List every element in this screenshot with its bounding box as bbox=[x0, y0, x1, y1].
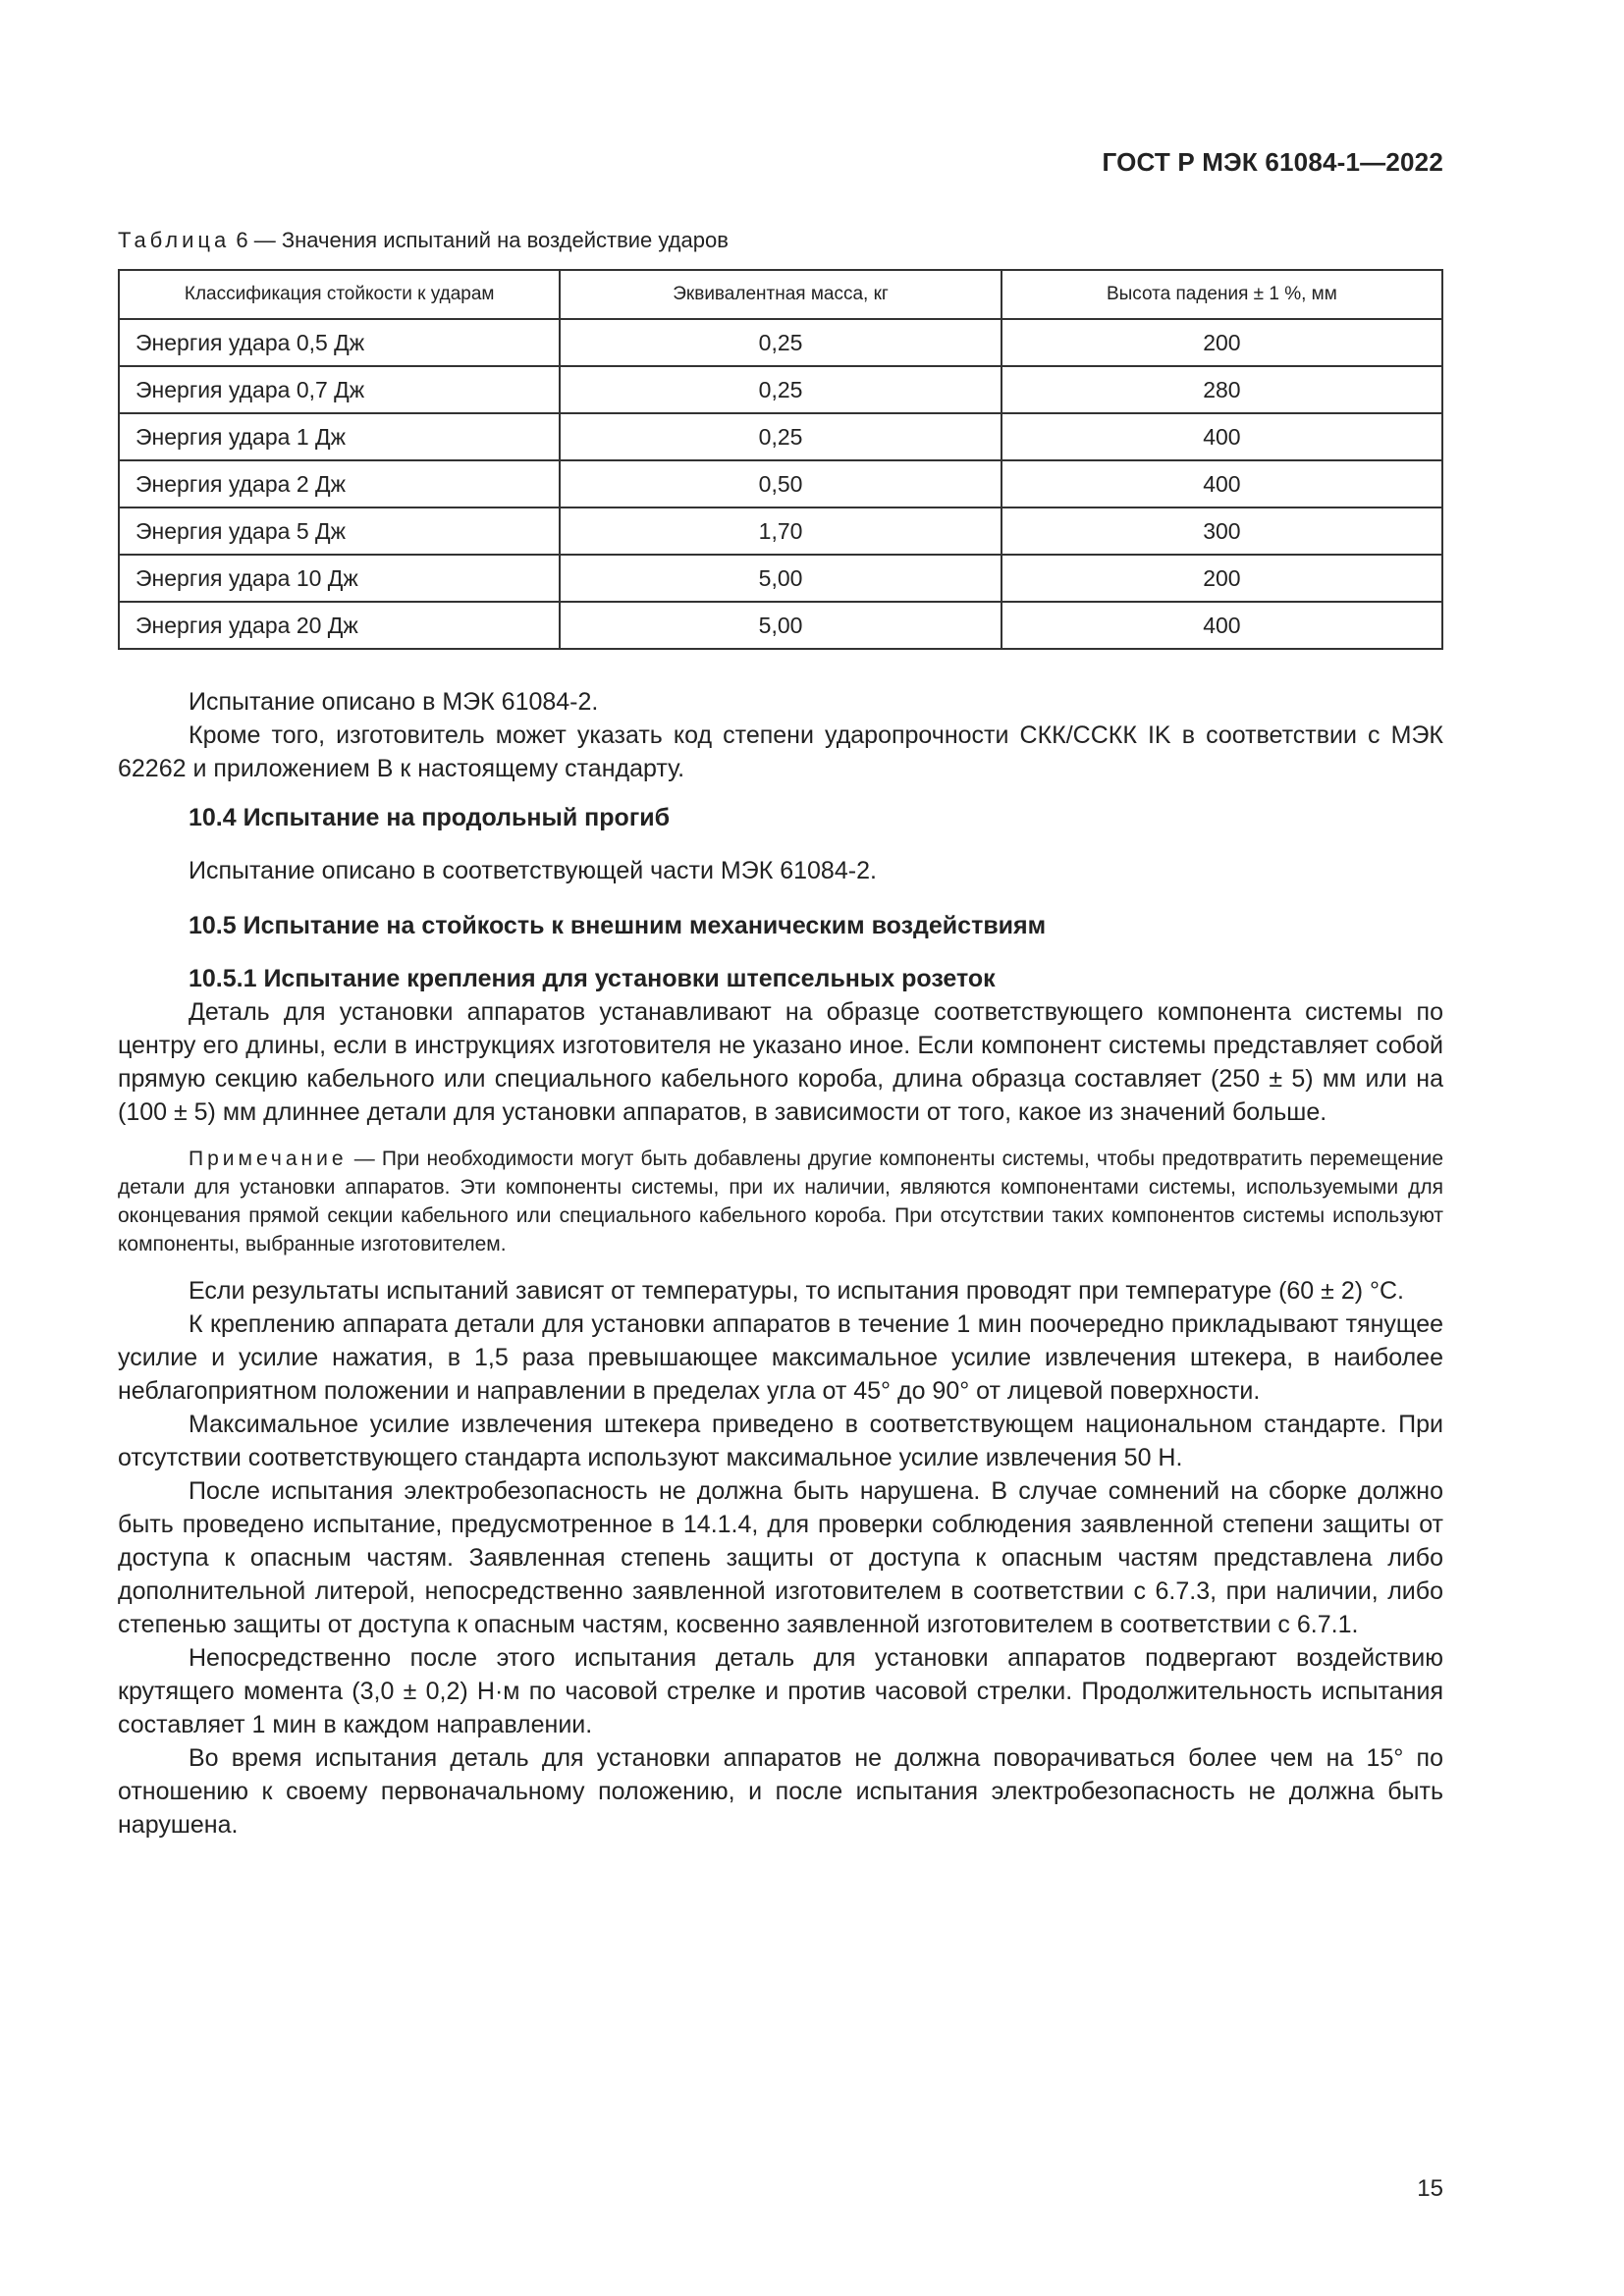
table-cell-height: 400 bbox=[1001, 602, 1442, 649]
table-cell-mass: 1,70 bbox=[560, 507, 1001, 555]
table-cell-mass: 0,25 bbox=[560, 413, 1001, 460]
table-cell-height: 400 bbox=[1001, 460, 1442, 507]
table-cell-mass: 0,25 bbox=[560, 319, 1001, 366]
paragraph-electrical-safety: После испытания электробезопасность не должна быть нарушена. В случае сомнений на сборке должно быть проведено испытание, предусмотренное в 14.1.4, для проверки соблюдения заявленной степени защиты от доступа к опасным частям. Заявленная степень защиты от доступа к опасным частям представлена либо дополнительной литерой, непосредственно заявленной изготовителем в соответствии с 6.7.3, при наличии, либо степенью защиты от доступа к опасным частям, косвенно заявленной изготовителем в соответствии с 6.7.1. bbox=[118, 1477, 1443, 1638]
paragraph-max-withdrawal-force: Максимальное усилие извлечения штекера приведено в соответствующем национальном стандарте. При отсутствии соответствующего стандарта используют максимальное усилие извлечения 50 Н. bbox=[118, 1411, 1443, 1471]
note-paragraph bbox=[118, 1145, 1443, 1258]
table-header-row bbox=[119, 270, 1442, 319]
section-heading-10-5-1: 10.5.1 Испытание крепления для установки штепсельных розеток bbox=[189, 965, 996, 992]
paragraph-pull-push-force: К креплению аппарата детали для установки аппаратов в течение 1 мин поочередно прикладывают тянущее усилие и усилие нажатия, в 1,5 раза превышающее максимальное усилие извлечения штекера, в наиболее неблагоприятном положении и направлении в пределах угла от 45° до 90° от лицевой поверхности. bbox=[118, 1310, 1443, 1405]
document-page bbox=[118, 0, 1443, 2296]
table-cell-classification: Энергия удара 10 Дж bbox=[119, 555, 560, 602]
table-cell-mass: 5,00 bbox=[560, 602, 1001, 649]
table-row bbox=[119, 555, 1442, 602]
page-number: 15 bbox=[1417, 2175, 1443, 2202]
table-cell-classification: Энергия удара 20 Дж bbox=[119, 602, 560, 649]
paragraph-torque-test: Непосредственно после этого испытания деталь для установки аппаратов подвергают воздействию крутящего момента (3,0 ± 0,2) Н·м по часовой стрелке и против часовой стрелки. Продолжительность испытания составляет 1 мин в каждом направлении. bbox=[118, 1644, 1443, 1738]
paragraph-rotation-limit: Во время испытания деталь для установки аппаратов не должна поворачиваться более чем на 15° по отношению к своему первоначальному положению, и после испытания электробезопасность не должна быть нарушена. bbox=[118, 1744, 1443, 1839]
table-caption bbox=[118, 228, 729, 253]
standard-designation: ГОСТ Р МЭК 61084-1—2022 bbox=[1102, 147, 1443, 177]
column-header-mass: Эквивалентная масса, кг bbox=[560, 270, 1001, 319]
table-cell-classification: Энергия удара 0,5 Дж bbox=[119, 319, 560, 366]
section-heading-10-5: 10.5 Испытание на стойкость к внешним механическим воздействиям bbox=[189, 912, 1047, 939]
column-header-height: Высота падения ± 1 %, мм bbox=[1001, 270, 1442, 319]
table-caption-text: 6 — Значения испытаний на воздействие ударов bbox=[230, 228, 729, 252]
table-cell-classification: Энергия удара 0,7 Дж bbox=[119, 366, 560, 413]
table-cell-height: 300 bbox=[1001, 507, 1442, 555]
table-cell-classification: Энергия удара 5 Дж bbox=[119, 507, 560, 555]
table-row bbox=[119, 507, 1442, 555]
table-cell-height: 280 bbox=[1001, 366, 1442, 413]
table-row bbox=[119, 460, 1442, 507]
paragraph-ik-code: Кроме того, изготовитель может указать код степени ударопрочности СКК/ССКК IK в соответствии с МЭК 62262 и приложением В к настоящему стандарту. bbox=[118, 721, 1443, 782]
table-caption-label: Таблица bbox=[118, 228, 231, 252]
table-cell-mass: 5,00 bbox=[560, 555, 1001, 602]
paragraph-temperature: Если результаты испытаний зависят от температуры, то испытания проводят при температуре (60 ± 2) °С. bbox=[189, 1277, 1405, 1305]
table-row bbox=[119, 413, 1442, 460]
note-text: — При необходимости могут быть добавлены другие компоненты системы, чтобы предотвратить перемещение детали для установки аппаратов. Эти компоненты системы, при их наличии, являются компонентами системы, используемыми для оконцевания прямой секции кабельного или специального кабельного короба. При отсутствии таких компонентов системы используют компоненты, выбранные изготовителем. bbox=[118, 1148, 1443, 1255]
table-row bbox=[119, 366, 1442, 413]
impact-test-table bbox=[118, 269, 1443, 650]
paragraph-10-4-text: Испытание описано в соответствующей части МЭК 61084-2. bbox=[189, 857, 877, 884]
note-label: Примечание bbox=[189, 1148, 348, 1170]
table-cell-height: 200 bbox=[1001, 555, 1442, 602]
paragraph-sample-mounting: Деталь для установки аппаратов устанавливают на образце соответствующего компонента системы по центру его длины, если в инструкциях изготовителя не указано иное. Если компонент системы представляет собой прямую секцию кабельного или специального кабельного короба, длина образца составляет (250 ± 5) мм или на (100 ± 5) мм длиннее детали для установки аппаратов, в зависимости от того, какое из значений больше. bbox=[118, 998, 1443, 1126]
table-cell-mass: 0,50 bbox=[560, 460, 1001, 507]
table-cell-mass: 0,25 bbox=[560, 366, 1001, 413]
table-row bbox=[119, 319, 1442, 366]
table-row bbox=[119, 602, 1442, 649]
section-heading-10-4: 10.4 Испытание на продольный прогиб bbox=[189, 804, 671, 831]
table-cell-height: 200 bbox=[1001, 319, 1442, 366]
table-cell-classification: Энергия удара 1 Дж bbox=[119, 413, 560, 460]
table-cell-height: 400 bbox=[1001, 413, 1442, 460]
document-body bbox=[118, 685, 1443, 1842]
column-header-classification: Классификация стойкости к ударам bbox=[119, 270, 560, 319]
paragraph-test-described: Испытание описано в МЭК 61084-2. bbox=[189, 688, 599, 716]
table-cell-classification: Энергия удара 2 Дж bbox=[119, 460, 560, 507]
